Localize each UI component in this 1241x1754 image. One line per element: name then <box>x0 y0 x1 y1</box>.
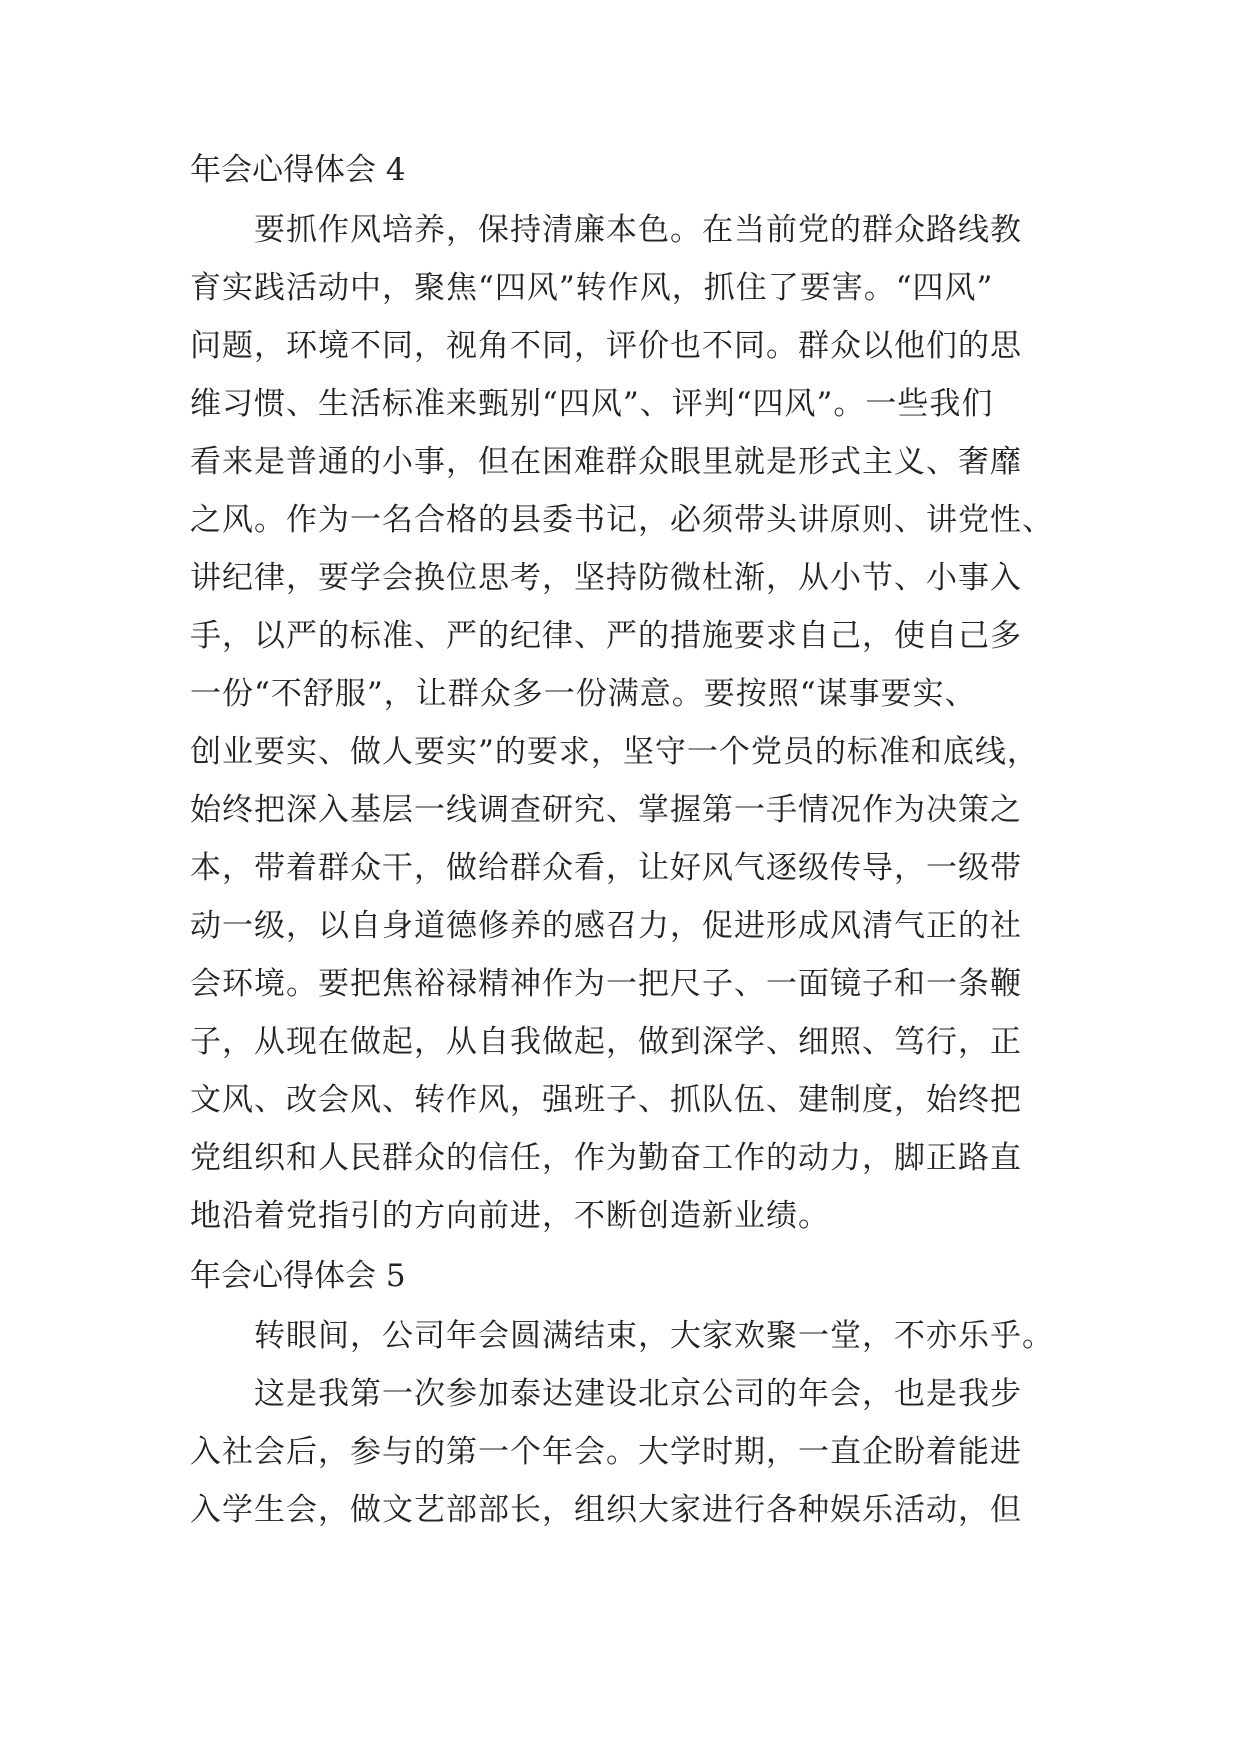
paragraph-line: 这是我第一次参加泰达建设北京公司的年会，也是我步 <box>254 1376 1022 1412</box>
paragraph-line: 要抓作风培养，保持清廉本色。在当前党的群众路线教 <box>254 212 1022 248</box>
paragraph-line: 创业要实、做人要实”的要求，坚守一个党员的标准和底线， <box>190 734 1039 770</box>
paragraph-line: 手，以严的标准、严的纪律、严的措施要求自己，使自己多 <box>190 618 1022 654</box>
paragraph-line: 动一级，以自身道德修养的感召力，促进形成风清气正的社 <box>190 908 1022 944</box>
paragraph-line: 会环境。要把焦裕禄精神作为一把尺子、一面镜子和一条鞭 <box>190 966 1022 1002</box>
paragraph-line: 始终把深入基层一线调查研究、掌握第一手情况作为决策之 <box>190 792 1022 828</box>
paragraph-line: 看来是普通的小事，但在困难群众眼里就是形式主义、奢靡 <box>190 444 1022 480</box>
paragraph-line: 讲纪律，要学会换位思考，坚持防微杜渐，从小节、小事入 <box>190 560 1022 596</box>
paragraph-line: 转眼间，公司年会圆满结束，大家欢聚一堂，不亦乐乎。 <box>254 1318 1054 1354</box>
paragraph-line: 入社会后，参与的第一个年会。大学时期，一直企盼着能进 <box>190 1434 1022 1470</box>
paragraph-line: 文风、改会风、转作风，强班子、抓队伍、建制度，始终把 <box>190 1082 1022 1118</box>
paragraph-line: 之风。作为一名合格的县委书记，必须带头讲原则、讲党性、 <box>190 502 1054 538</box>
paragraph-line: 育实践活动中，聚焦“四风”转作风，抓住了要害。“四风” <box>190 270 994 306</box>
paragraph-line: 子，从现在做起，从自我做起，做到深学、细照、笃行，正 <box>190 1024 1022 1060</box>
section-title-5: 年会心得体会 5 <box>190 1258 406 1294</box>
paragraph-line: 一份“不舒服”，让群众多一份满意。要按照“谋事要实、 <box>190 676 977 712</box>
paragraph-line: 本，带着群众干，做给群众看，让好风气逐级传导，一级带 <box>190 850 1022 886</box>
paragraph-line: 地沿着党指引的方向前进，不断创造新业绩。 <box>190 1198 830 1234</box>
section-title-4: 年会心得体会 4 <box>190 152 406 188</box>
paragraph-line: 党组织和人民群众的信任，作为勤奋工作的动力，脚正路直 <box>190 1140 1022 1176</box>
paragraph-line: 问题，环境不同，视角不同，评价也不同。群众以他们的思 <box>190 328 1022 364</box>
paragraph-line: 维习惯、生活标准来甄别“四风”、评判“四风”。一些我们 <box>190 386 994 422</box>
paragraph-line: 入学生会，做文艺部部长，组织大家进行各种娱乐活动，但 <box>190 1492 1022 1528</box>
